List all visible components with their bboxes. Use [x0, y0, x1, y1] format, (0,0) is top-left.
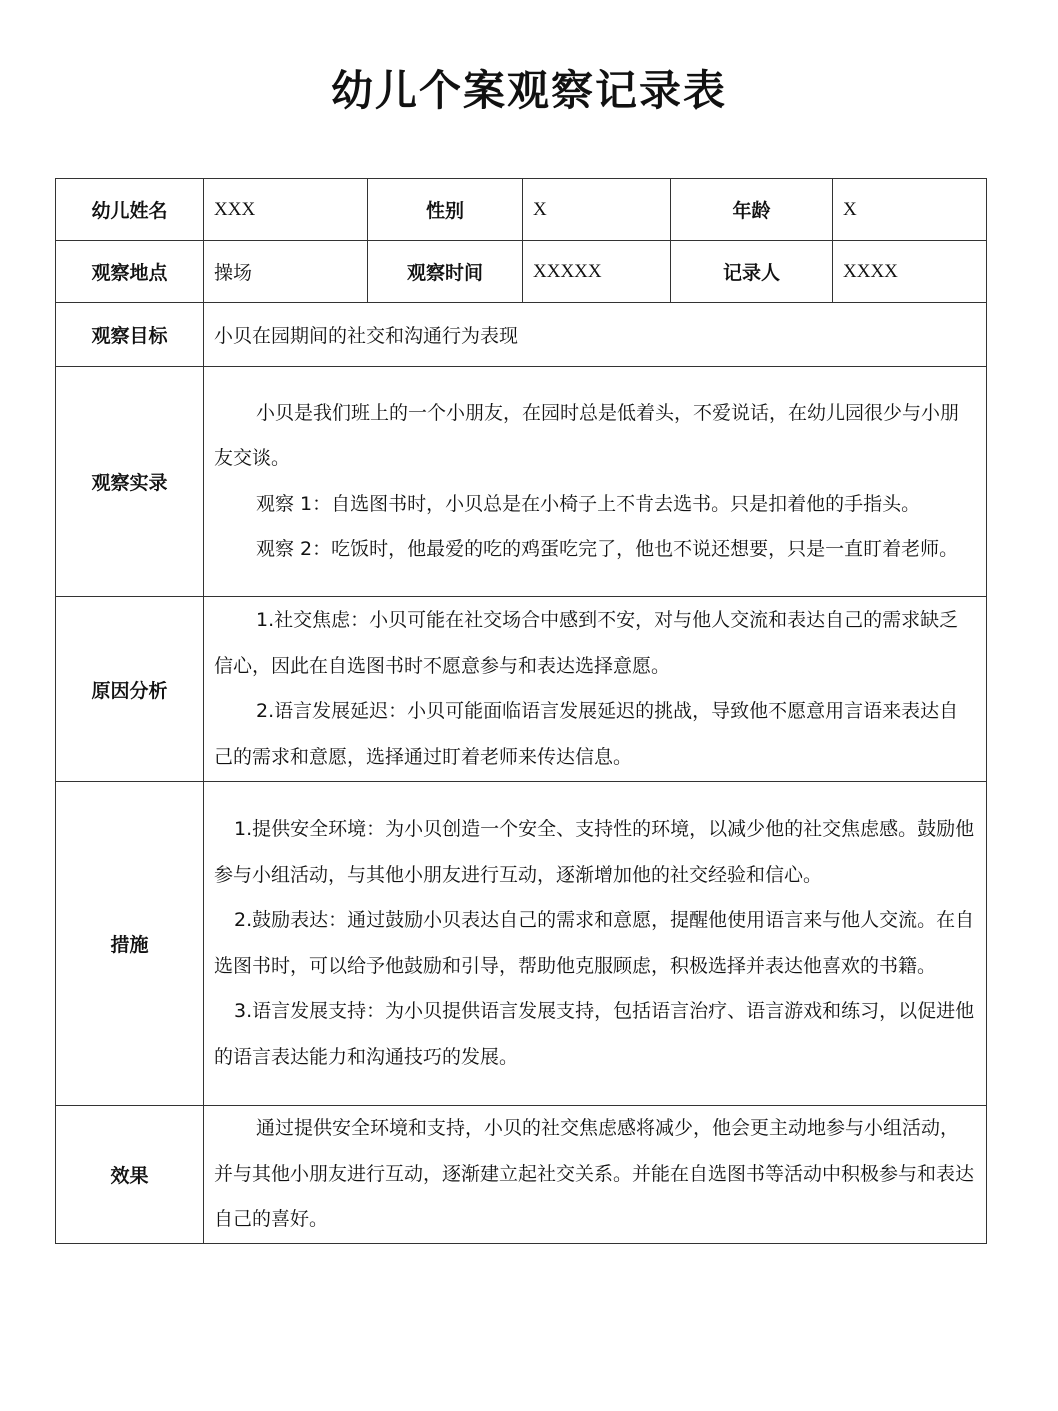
analysis-row: [56, 597, 987, 782]
time-value: XXXXX: [523, 241, 671, 303]
record-label: 观察实录: [56, 367, 204, 597]
gender-label: 性别: [368, 179, 523, 241]
recorder-value: XXXX: [833, 241, 987, 303]
record-content: [204, 367, 987, 597]
measures-content: [204, 782, 987, 1106]
effect-paragraph: 通过提供安全环境和支持，小贝的社交焦虑感将减少，他会更主动地参与小组活动，并与其他小朋友进行互动，逐渐建立起社交关系。并能在自选图书等活动中积极参与和表达自己的喜好。: [214, 1117, 975, 1231]
page-title: 幼儿个案观察记录表: [330, 66, 727, 115]
record-paragraph: 小贝是我们班上的一个小朋友，在园时总是低着头，不爱说话，在幼儿园很少与小朋友交谈。: [214, 401, 960, 469]
measures-row: [56, 782, 987, 1106]
measures-label: 措施: [56, 782, 204, 1106]
age-label: 年龄: [671, 179, 833, 241]
measures-paragraph: 3.语言发展支持：为小贝提供语言发展支持，包括语言治疗、语言游戏和练习，以促进他的语言表达能力和沟通技巧的发展。: [214, 1000, 975, 1068]
record-paragraph: 观察 2：吃饭时，他最爱的吃的鸡蛋吃完了，他也不说还想要，只是一直盯着老师。: [256, 538, 959, 560]
child-name-label: 幼儿姓名: [56, 179, 204, 241]
place-label: 观察地点: [56, 241, 204, 303]
analysis-paragraph: 2.语言发展延迟：小贝可能面临语言发展延迟的挑战，导致他不愿意用言语来表达自己的需求和意愿，选择通过盯着老师来传达信息。: [214, 700, 959, 768]
effect-row: [56, 1106, 987, 1244]
goal-value: 小贝在园期间的社交和沟通行为表现: [204, 303, 987, 367]
gender-value: X: [523, 179, 671, 241]
effect-content: [204, 1106, 987, 1244]
measures-paragraph: 1.提供安全环境：为小贝创造一个安全、支持性的环境，以减少他的社交焦虑感。鼓励他参与小组活动，与其他小朋友进行互动，逐渐增加他的社交经验和信心。: [214, 818, 975, 886]
goal-row: [56, 303, 987, 367]
observation-table: [55, 178, 987, 1244]
child-name-value: XXX: [204, 179, 368, 241]
record-paragraph: 观察 1：自选图书时，小贝总是在小椅子上不肯去选书。只是扣着他的手指头。: [256, 492, 921, 515]
analysis-paragraph: 1.社交焦虑：小贝可能在社交场合中感到不安，对与他人交流和表达自己的需求缺乏信心，因此在自选图书时不愿意参与和表达选择意愿。: [214, 609, 959, 677]
effect-label: 效果: [56, 1106, 204, 1244]
info-row-1: [56, 179, 987, 241]
goal-label: 观察目标: [56, 303, 204, 367]
place-value: 操场: [204, 241, 368, 303]
age-value: X: [833, 179, 987, 241]
measures-paragraph: 2.鼓励表达：通过鼓励小贝表达自己的需求和意愿，提醒他使用语言来与他人交流。在自选图书时，可以给予他鼓励和引导，帮助他克服顾虑，积极选择并表达他喜欢的书籍。: [214, 909, 975, 977]
time-label: 观察时间: [368, 241, 523, 303]
info-row-2: [56, 241, 987, 303]
record-row: [56, 367, 987, 597]
analysis-content: [204, 597, 987, 782]
recorder-label: 记录人: [671, 241, 833, 303]
analysis-label: 原因分析: [56, 597, 204, 782]
